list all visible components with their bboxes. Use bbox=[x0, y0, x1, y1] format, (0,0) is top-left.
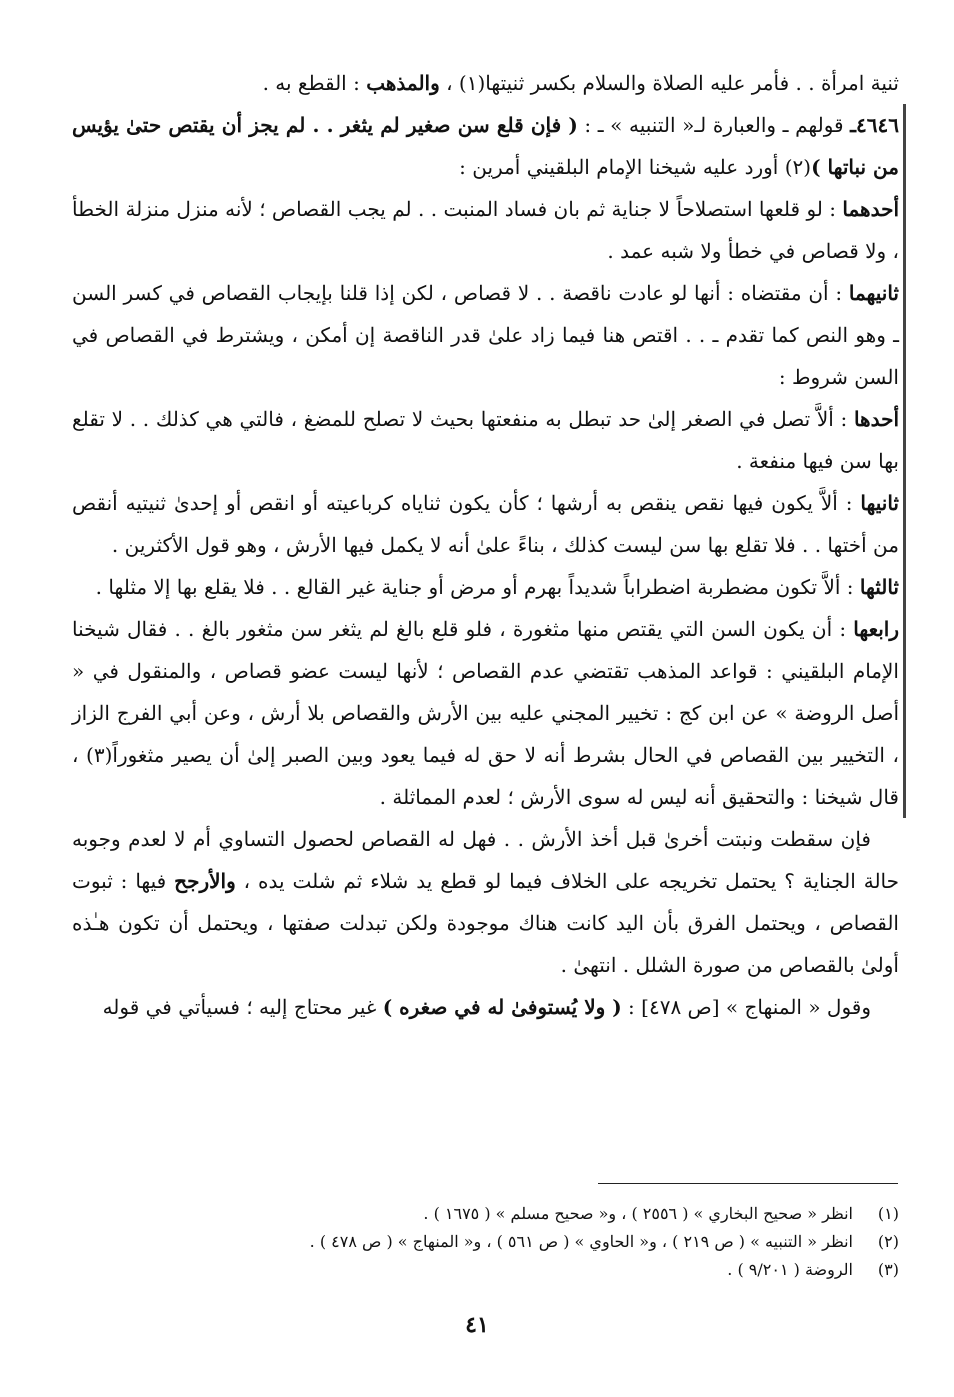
text-run: غير محتاج إليه ؛ فسيأتي في قوله bbox=[102, 995, 383, 1019]
paragraph-condition-2 bbox=[72, 482, 906, 566]
text-run: : لو قلعها استصلاحاً لا جناية ثم بان فساد المنبت . . لم يجب القصاص ؛ لأنه منزل منزلة الخطأ ، ولا قصاص في خطأ ولا شبه عمد . bbox=[72, 197, 899, 263]
footnote-divider bbox=[598, 1183, 898, 1184]
text-run: فإن سقطت ونبتت أخرىٰ قبل أخذ الأرش . . فهل له القصاص لحصول التساوي أم لا لعدم وجوبه حالة الجناية ؟ يحتمل تخريجه على الخلاف فيما لو قطع يد شلاء ثم شلت يده ، bbox=[72, 827, 900, 893]
footnote bbox=[72, 1228, 899, 1256]
paragraph-condition-3 bbox=[72, 566, 906, 608]
bold-term: أحدها bbox=[853, 407, 899, 431]
bold-term: ثانيها bbox=[860, 491, 899, 515]
bold-term: ثالثها bbox=[859, 575, 899, 599]
text-run: : أن يكون السن التي يقتص منها مثغورة ، فلو قلع بالغ لم يثغر سن مثغور بالغ . . فقال شيخنا الإمام البلقيني : قواعد المذهب تقتضي عدم القصاص ؛ لأنها ليست عضو قصاص ، والمنقول في « أصل الروضة » عن ابن كج : تخيير المجني عليه بين الأرش والقصاص بلا أرش ، وعن أبي الفرج الزاز ، التخيير بين القصاص في الحال بشرط أنه لا حق له فيما يعود وبين الصبر إلىٰ أن يصير مثغوراً(٣) ، قال شيخنا : والتحقيق أنه ليس له سوى الأرش ؛ لعدم المماثلة . bbox=[72, 617, 900, 809]
bold-term: رابعها bbox=[853, 617, 899, 641]
paragraph-second bbox=[72, 272, 906, 398]
quoted-matn: ( ولا يُستوفىٰ له في صغره ) bbox=[382, 995, 622, 1019]
text-run: قولهم ـ والعبارة لـ« التنبيه » ـ : bbox=[577, 113, 851, 137]
issue-number: ٤٦٤٦ـ bbox=[850, 113, 899, 137]
footnote-number: (١) bbox=[877, 1204, 899, 1223]
text-run: : القطع به . bbox=[262, 71, 367, 95]
text-run: : ألاَّ تكون مضطربة اضطراباً شديداً بهرم أو مرض أو جناية غير القالع . . فلا يقلع بها إلا مثلها . bbox=[95, 575, 860, 599]
paragraph-regrowth bbox=[72, 818, 899, 986]
text-run: فيها : ثبوت القصاص ، ويحتمل الفرق بأن اليد كانت هناك موجودة ولكن تبدلت صفتها ، ويحتمل أن تكون هـٰذه أولىٰ بالقصاص من صورة الشلل . انتهىٰ . bbox=[72, 869, 899, 977]
quoted-matn: ( فإن قلع سن صغير لم يثغر . . لم يجز أن يقتص حتىٰ يؤيس من نباتها ) bbox=[72, 113, 899, 179]
footnote-number: (٢) bbox=[877, 1232, 899, 1251]
footnotes bbox=[72, 1200, 899, 1284]
text-run: (٢) أورد عليه شيخنا الإمام البلقيني أمرين : bbox=[459, 155, 812, 179]
footnote-number: (٣) bbox=[877, 1260, 899, 1279]
paragraph-first bbox=[72, 188, 906, 272]
footnote-text: انظر « التنبيه » ( ص ٢١٩ ) ، و« الحاوي » ( ص ٥٦١ ) ، و« المنهاج » ( ص ٤٧٨ ) . bbox=[309, 1232, 853, 1251]
text-run: : ألاَّ تصل في الصغر إلىٰ حد تبطل به منفعتها بحيث لا تصلح للمضغ ، فالتي هي كذلك . . لا تقلع بها سن فيها منفعة . bbox=[72, 407, 899, 473]
paragraph-continuation bbox=[72, 62, 899, 104]
paragraph-condition-1 bbox=[72, 398, 906, 482]
bold-term: ثانيهما bbox=[848, 281, 899, 305]
footnote-text: الروضة ( ٩/٢٠١ ) . bbox=[727, 1260, 853, 1279]
bold-term: أحدهما bbox=[842, 197, 899, 221]
bold-term: والأرجح bbox=[174, 869, 236, 893]
text-run: وقول « المنهاج » [ص ٤٧٨] : bbox=[621, 995, 871, 1019]
footnote bbox=[72, 1256, 899, 1284]
paragraph-minhaj bbox=[72, 986, 899, 1028]
paragraph-4646 bbox=[72, 104, 906, 188]
footnote bbox=[72, 1200, 899, 1228]
page-number: ٤١ bbox=[465, 1312, 489, 1338]
bold-term: والمذهب bbox=[366, 71, 440, 95]
footnote-text: انظر « صحيح البخاري » ( ٢٥٥٦ ) ، و« صحيح مسلم » ( ١٦٧٥ ) . bbox=[423, 1204, 853, 1223]
paragraph-condition-4 bbox=[72, 608, 906, 818]
main-text bbox=[72, 62, 899, 1028]
text-run: : أن مقتضاه : أنها لو عادت ناقصة . . لا قصاص ، لكن إذا قلنا بإيجاب القصاص في كسر السن ـ وهو النص كما تقدم ـ . . اقتص هنا فيما زاد علىٰ قدر الناقصة إن أمكن ، ويشترط في القصاص في السن شروط : bbox=[72, 281, 899, 389]
text-run: : ألاَّ يكون فيها نقص ينقص به أرشها ؛ كأن يكون ثناياه كرباعيته أو انقص أو إحدىٰ ثنيتيه أنقص من أختها . . فلا تقلع بها سن ليست كذلك ، بناءً علىٰ أنه لا يكمل فيها الأرش ، وهو قول الأكثرين . bbox=[72, 491, 899, 557]
text-run: ثنية امرأة . . فأمر عليه الصلاة والسلام بكسر ثنيتها(١) ، bbox=[439, 71, 899, 95]
